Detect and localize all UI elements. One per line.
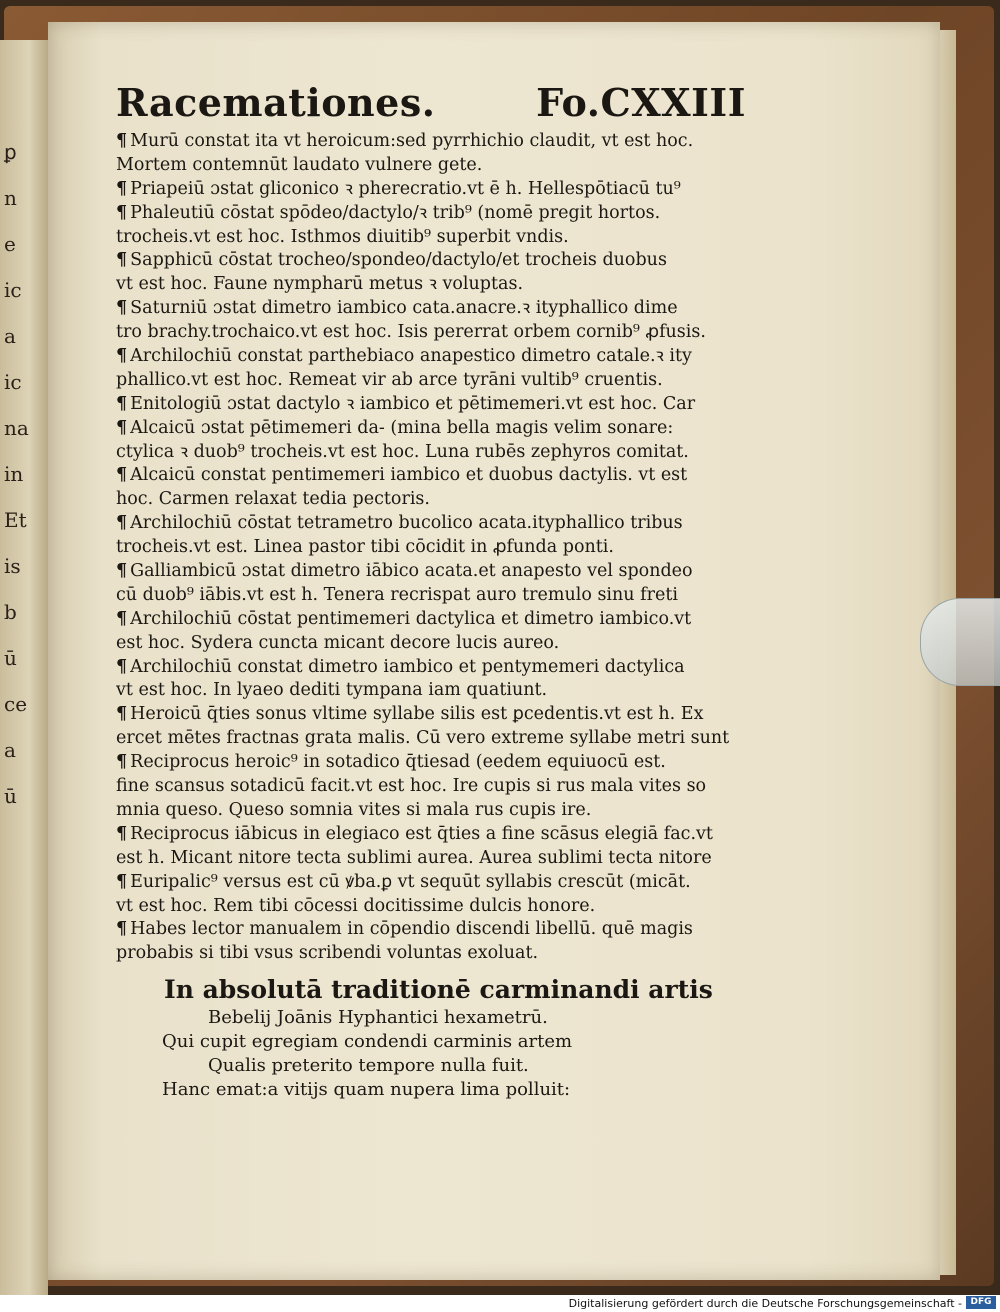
text-line: [116, 608, 746, 632]
verse-line: Qui cupit egregiam condendi carminis artem: [162, 1031, 573, 1053]
pilcrow-mark: ¶: [116, 704, 128, 725]
page-text: [116, 80, 746, 1102]
verse-title: Bebelij Joānis Hyphantici hexametrū.: [208, 1007, 548, 1029]
text-line: [116, 895, 746, 919]
line-text: Reciprocus iābicus in elegiaco est q̄ties a fine scāsus elegiā fac.vt: [130, 823, 713, 844]
line-text: ercet mētes fractnas grata malis. Cū vero extreme syllabe metri sunt: [116, 728, 730, 749]
pilcrow-mark: ¶: [116, 178, 128, 199]
line-text: probabis si tibi vsus scribendi voluntas exoluat.: [116, 943, 539, 964]
pilcrow-mark: ¶: [116, 202, 128, 223]
text-line: [116, 297, 746, 321]
facing-page-fragment: ꝑ: [4, 140, 17, 164]
text-line: [116, 202, 746, 226]
line-text: fine scansus sotadicū facit.vt est hoc. Ire cupis si rus mala vites so: [116, 776, 707, 797]
line-text: Alcaicū constat pentimemeri iambico et duobus dactylis. vt est: [130, 465, 688, 486]
line-text: ctylica ꝛ duob⁹ trocheis.vt est hoc. Luna rubēs zephyros comitat.: [116, 441, 689, 462]
line-text: Mortem contemnūt laudato vulnere gete.: [116, 154, 483, 175]
text-line: [116, 823, 746, 847]
text-line: [116, 727, 746, 751]
text-line: [116, 656, 746, 680]
facing-page-fragment: ū: [4, 646, 17, 670]
text-line: [116, 871, 746, 895]
line-text: Euripalic⁹ versus est cū ꝟba.ꝑ vt sequūt syllabis crescūt (micāt.: [130, 871, 691, 892]
line-text: Heroicū q̄ties sonus vltime syllabe silis est ꝑcedentis.vt est h. Ex: [130, 704, 704, 725]
pilcrow-mark: ¶: [116, 417, 128, 438]
text-line: [116, 942, 746, 966]
text-line: [116, 584, 746, 608]
pilcrow-mark: ¶: [116, 823, 128, 844]
line-text: phallico.vt est hoc. Remeat vir ab arce tyrāni vultib⁹ cruentis.: [116, 369, 663, 390]
line-text: hoc. Carmen relaxat tedia pectoris.: [116, 489, 430, 510]
line-text: cū duob⁹ iābis.vt est h. Tenera recrispat auro tremulo sinu freti: [116, 584, 678, 605]
text-line: [116, 130, 746, 154]
line-text: mnia queso. Queso somnia vites si mala rus cupis ire.: [116, 799, 592, 820]
pilcrow-mark: ¶: [116, 298, 128, 319]
facing-page-fragment: Et: [4, 508, 27, 532]
line-text: est h. Micant nitore tecta sublimi aurea. Aurea sublimi tecta nitore: [116, 847, 712, 868]
pilcrow-mark: ¶: [116, 752, 128, 773]
facing-page-fragment: ic: [4, 278, 22, 302]
line-text: tro brachy.trochaico.vt est hoc. Isis pererrat orbem cornib⁹ ꝓfusis.: [116, 322, 706, 343]
facing-page: [0, 40, 48, 1295]
line-text: Phaleutiū cōstat spōdeo/dactylo/ꝛ trib⁹ (nomē pregit hortos.: [130, 202, 661, 223]
line-text: Saturniū ɔstat dimetro iambico cata.anacre.ꝛ ityphallico dime: [130, 298, 678, 319]
text-line: [116, 249, 746, 273]
facing-page-fragment: ū: [4, 784, 17, 808]
text-line: [116, 847, 746, 871]
text-line: [116, 918, 746, 942]
text-line: [116, 775, 746, 799]
section-heading: In absolutā traditionē carminandi artis: [164, 975, 713, 1005]
facing-page-fragment: ce: [4, 692, 28, 716]
line-text: Alcaicū ɔstat pētimemeri da- (mina bella magis velim sonare:: [130, 417, 674, 438]
text-lines: [116, 130, 746, 966]
text-line: [116, 799, 746, 823]
facing-page-fragment: in: [4, 462, 24, 486]
verse-line: Hanc emat:a vitijs quam nupera lima polluit:: [162, 1079, 571, 1101]
pilcrow-mark: ¶: [116, 346, 128, 367]
line-text: Archilochiū cōstat tetrametro bucolico acata.ityphallico tribus: [130, 513, 683, 534]
pilcrow-mark: ¶: [116, 465, 128, 486]
line-text: Sapphicū cōstat trocheo/spondeo/dactylo/et trocheis duobus: [130, 250, 667, 271]
facing-page-fragment: b: [4, 600, 17, 624]
line-text: vt est hoc. In lyaeo dediti tympana iam quatiunt.: [116, 680, 548, 701]
text-line: [116, 154, 746, 178]
pilcrow-mark: ¶: [116, 250, 128, 271]
pilcrow-mark: ¶: [116, 393, 128, 414]
text-line: [116, 226, 746, 250]
line-text: vt est hoc. Rem tibi cōcessi docitissime dulcis honore.: [116, 895, 596, 916]
facing-page-fragment: ic: [4, 370, 22, 394]
facing-page-fragment: a: [4, 738, 16, 762]
pilcrow-mark: ¶: [116, 561, 128, 582]
line-text: vt est hoc. Faune nympharū metus ꝛ voluptas.: [116, 274, 524, 295]
text-line: [116, 441, 746, 465]
running-title: Racemationes.: [116, 80, 436, 125]
text-line: [116, 417, 746, 441]
line-text: Enitologiū ɔstat dactylo ꝛ iambico et pētimemeri.vt est hoc. Car: [130, 393, 696, 414]
text-line: [116, 321, 746, 345]
pilcrow-mark: ¶: [116, 871, 128, 892]
line-text: Habes lector manualem in cōpendio discendi libellū. quē magis: [130, 919, 693, 940]
text-line: [116, 512, 746, 536]
pilcrow-mark: ¶: [116, 513, 128, 534]
folio-number: Fo.CXXIII: [536, 80, 746, 125]
text-line: [116, 632, 746, 656]
page-clip: [920, 598, 1000, 686]
text-line: [116, 679, 746, 703]
line-text: Murū constat ita vt heroicum:sed pyrrhichio claudit, vt est hoc.: [130, 131, 694, 151]
text-line: [116, 751, 746, 775]
pilcrow-mark: ¶: [116, 919, 128, 940]
facing-page-fragment: na: [4, 416, 29, 440]
text-line: [116, 703, 746, 727]
facing-page-fragment: a: [4, 324, 16, 348]
funding-credit: Digitalisierung gefördert durch die Deutsche Forschungsgemeinschaft -: [568, 1297, 962, 1310]
text-line: [116, 560, 746, 584]
line-text: Galliambicū ɔstat dimetro iābico acata.et anapesto vel spondeo: [130, 561, 693, 582]
line-text: Archilochiū constat dimetro iambico et pentymemeri dactylica: [130, 656, 685, 677]
text-line: [116, 536, 746, 560]
verse-line: Qualis preterito tempore nulla fuit.: [208, 1055, 529, 1077]
line-text: Archilochiū cōstat pentimemeri dactylica et dimetro iambico.vt: [130, 608, 692, 629]
facing-page-fragment: is: [4, 554, 21, 578]
line-text: Archilochiū constat parthebiaco anapestico dimetro catale.ꝛ ity: [130, 346, 692, 367]
pilcrow-mark: ¶: [116, 656, 128, 677]
pilcrow-mark: ¶: [116, 608, 128, 629]
text-line: [116, 369, 746, 393]
dfg-logo: DFG: [966, 1296, 996, 1309]
facing-page-fragment: n: [4, 186, 17, 210]
pilcrow-mark: ¶: [116, 131, 128, 151]
text-line: [116, 273, 746, 297]
page-header: [116, 80, 746, 128]
text-line: [116, 178, 746, 202]
facing-page-fragment: e: [4, 232, 16, 256]
text-line: [116, 464, 746, 488]
text-line: [116, 345, 746, 369]
line-text: est hoc. Sydera cuncta micant decore lucis aureo.: [116, 632, 560, 653]
line-text: trocheis.vt est. Linea pastor tibi cōcidit in ꝓfunda ponti.: [116, 537, 614, 558]
line-text: trocheis.vt est hoc. Isthmos diuitib⁹ superbit vndis.: [116, 226, 569, 247]
line-text: Reciprocus heroic⁹ in sotadico q̄tiesad (eedem equiuocū est.: [130, 752, 666, 773]
text-line: [116, 488, 746, 512]
text-line: [116, 393, 746, 417]
line-text: Priapeiū ɔstat gliconico ꝛ pherecratio.vt ē h. Hellespōtiacū tu⁹: [130, 178, 681, 199]
